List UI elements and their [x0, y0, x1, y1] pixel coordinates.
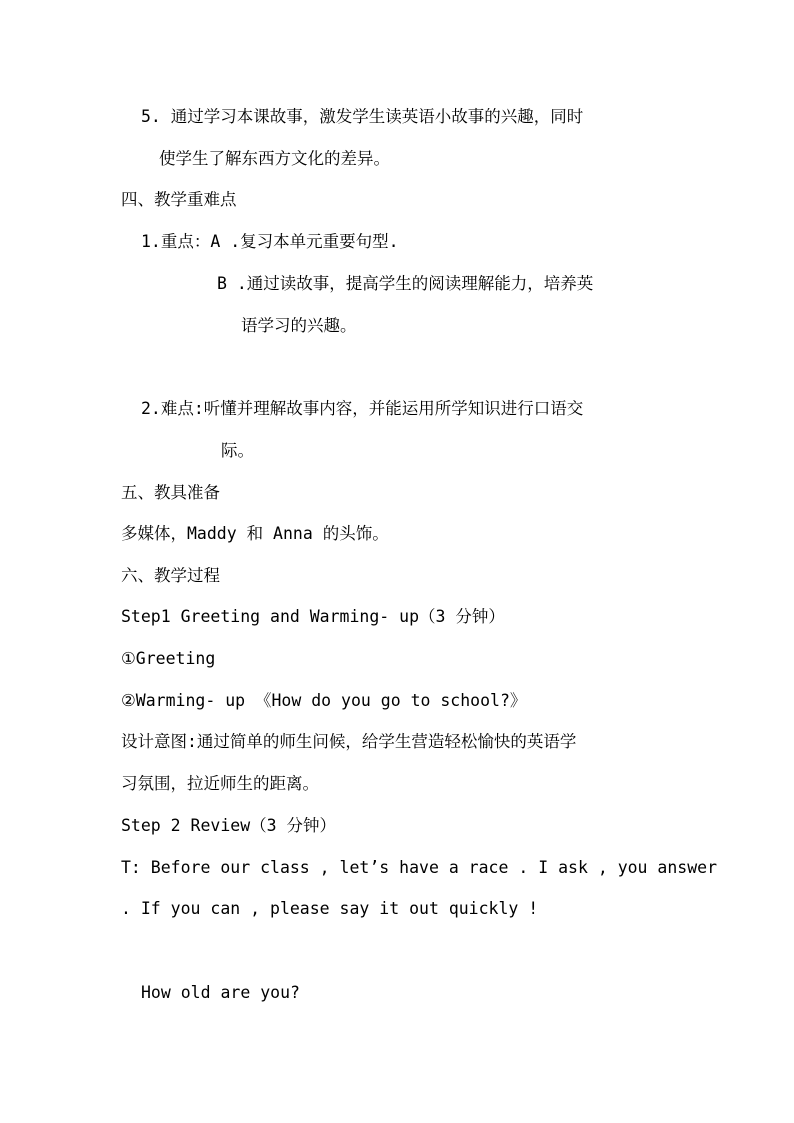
step-1-heading: Step1 Greeting and Warming- up（3 分钟） — [121, 607, 505, 626]
step-1-item-greeting: ①Greeting — [121, 649, 216, 668]
step-2-heading: Step 2 Review（3 分钟） — [121, 816, 337, 835]
design-intent-line-1: 设计意图:通过简单的师生问候，给学生营造轻松愉快的英语学 — [121, 732, 577, 751]
teacher-dialogue-line-1: T: Before our class , let’s have a race . I ask , you answer — [121, 858, 718, 877]
step-1-item-warming-up: ②Warming- up 《How do you go to school?》 — [121, 691, 527, 710]
difficult-point-line-1: 2.难点:听懂并理解故事内容，并能运用所学知识进行口语交 — [141, 399, 584, 418]
section-heading-key-points: 四、教学重难点 — [121, 190, 237, 209]
teacher-dialogue-line-2: . If you can , please say it out quickly ! — [121, 899, 539, 918]
objective-5-line-2: 使学生了解东西方文化的差异。 — [159, 149, 390, 168]
design-intent-line-2: 习氛围，拉近师生的距离。 — [121, 774, 319, 793]
key-point-a: 1.重点：A .复习本单元重要句型. — [141, 232, 399, 251]
key-point-b-line-1: B .通过读故事，提高学生的阅读理解能力，培养英 — [217, 274, 594, 293]
teaching-aids-text: 多媒体，Maddy 和 Anna 的头饰。 — [121, 524, 389, 543]
key-point-b-line-2: 语学习的兴趣。 — [241, 316, 357, 335]
section-heading-teaching-process: 六、教学过程 — [121, 566, 220, 585]
review-question: How old are you? — [141, 983, 300, 1002]
section-heading-teaching-aids: 五、教具准备 — [121, 483, 220, 502]
difficult-point-line-2: 际。 — [221, 441, 254, 460]
objective-5-line-1: 5. 通过学习本课故事，激发学生读英语小故事的兴趣，同时 — [141, 107, 584, 126]
